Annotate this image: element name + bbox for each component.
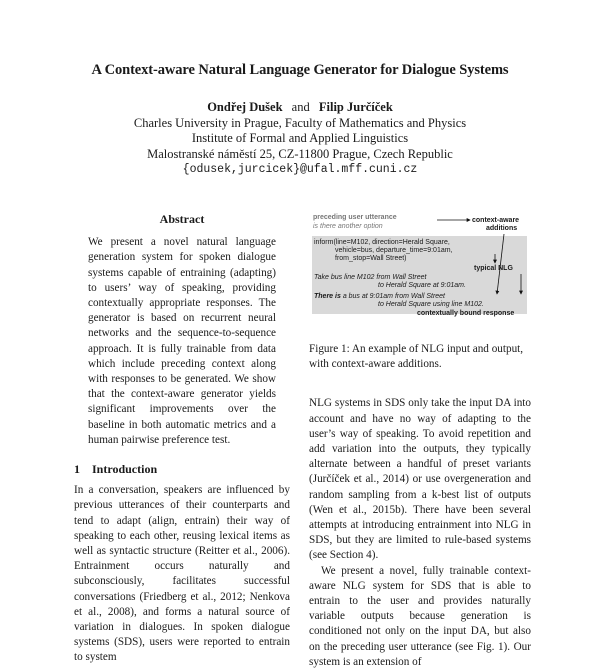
right-column [309,210,531,670]
author-1: Ondřej Dušek [207,100,283,114]
da-line-2: vehicle=bus, departure_time=9:01am, [335,247,453,254]
context-response-bold: There is [314,293,341,300]
figure-1 [309,210,531,328]
da-line-3: from_stop=Wall Street) [335,255,407,262]
label-additions: additions [486,225,518,232]
affiliation-2: Institute of Formal and Applied Linguistics [191,131,409,146]
intro-title: Introduction [92,462,158,477]
author-names [0,100,600,116]
abstract-heading: Abstract [159,212,205,226]
context-response-rest: a bus at 9:01am from Wall Street [342,293,446,300]
author-block [0,100,600,178]
label-typical-nlg: typical NLG [474,265,513,272]
left-column [74,212,290,666]
email: {odusek,jurcicek}@ufal.mff.cuni.cz [182,163,418,177]
intro-text: In a conversation, speakers are influenced by previous utterances of their counterparts and tend to adapt (align, entrain) their way of speaking to each other, reusing lexical items as well as syntactic structure (Reitter et al., 2006). Entrainment occurs naturally and subconsciously, facilitates successful conversations (Friedberg et al., 2012; Nenkova et al., 2008), and forms a natural source of variation in dialogues. In spoken dialogue systems (SDS), users were reported to entrain to system [74,484,290,664]
author-2: Filip Jurčíček [318,100,393,114]
typical-nlg-line-1: Take bus line M102 from Wall Street [314,274,427,281]
paper-title: A Context-aware Natural Language Generator for Dialogue Systems [91,62,509,78]
abstract-text: We present a novel natural language generation system for spoken dialogue systems capable of entraining (adapting) to users’ way of speaking, providing contextually appropriate responses. The generator is based on recurrent neural networks and the sequence-to-sequence approach. It is fully trainable from data which include preceding context along with responses to be generated. We show that the context-aware generator yields significant improvements over the baseline in both automatic metrics and a human pairwise preference test. [88,236,276,446]
da-line-1: inform(line=M102, direction=Herald Square, [314,239,450,246]
right-para-2: We present a novel, fully trainable context-aware NLG system for SDS that is able to entrain to the user and provides naturally variable outputs because generation is conditioned not only on the input DA, but also on the preceding user utterance (see Fig. 1). Our system is an extension of [309,564,531,668]
context-response-line-2: to Herald Square using line M102. [378,301,484,308]
affiliation-1: Charles University in Prague, Faculty of Mathematics and Physics [133,115,467,130]
context-response-line-1 [314,293,445,301]
preceding-utterance-text: is there another option [313,223,383,230]
label-context-aware: context-aware [472,217,520,224]
label-contextual-response: contextually bound response [417,310,515,317]
intro-number: 1 [74,462,80,477]
figure-caption: Figure 1: An example of NLG input and output, with context-aware additions. [309,343,524,371]
typical-nlg-line-2: to Herald Square at 9:01am. [378,282,466,289]
arrow-context-to-response [497,234,504,294]
intro-heading [74,462,290,477]
label-preceding-utterance: preceding user utterance [313,214,397,221]
right-para-1: NLG systems in SDS only take the input DA into account and have no way of adapting to the user’s way of speaking. To avoid repetition and add variation into the outputs, they typically alternate between a handful of preset variants (Jurčíček et al., 2014) or use overgeneration and random sampling from a k-best list of outputs (Wen et al., 2015b). There have been several attempts at introducing entrainment into NLG in SDS, but they are limited to rule-based systems (see Section 4). [309,397,531,562]
author-and: and [291,100,310,114]
right-body [309,396,531,670]
address: Malostranské náměstí 25, CZ-11800 Prague, Czech Republic [147,146,453,161]
